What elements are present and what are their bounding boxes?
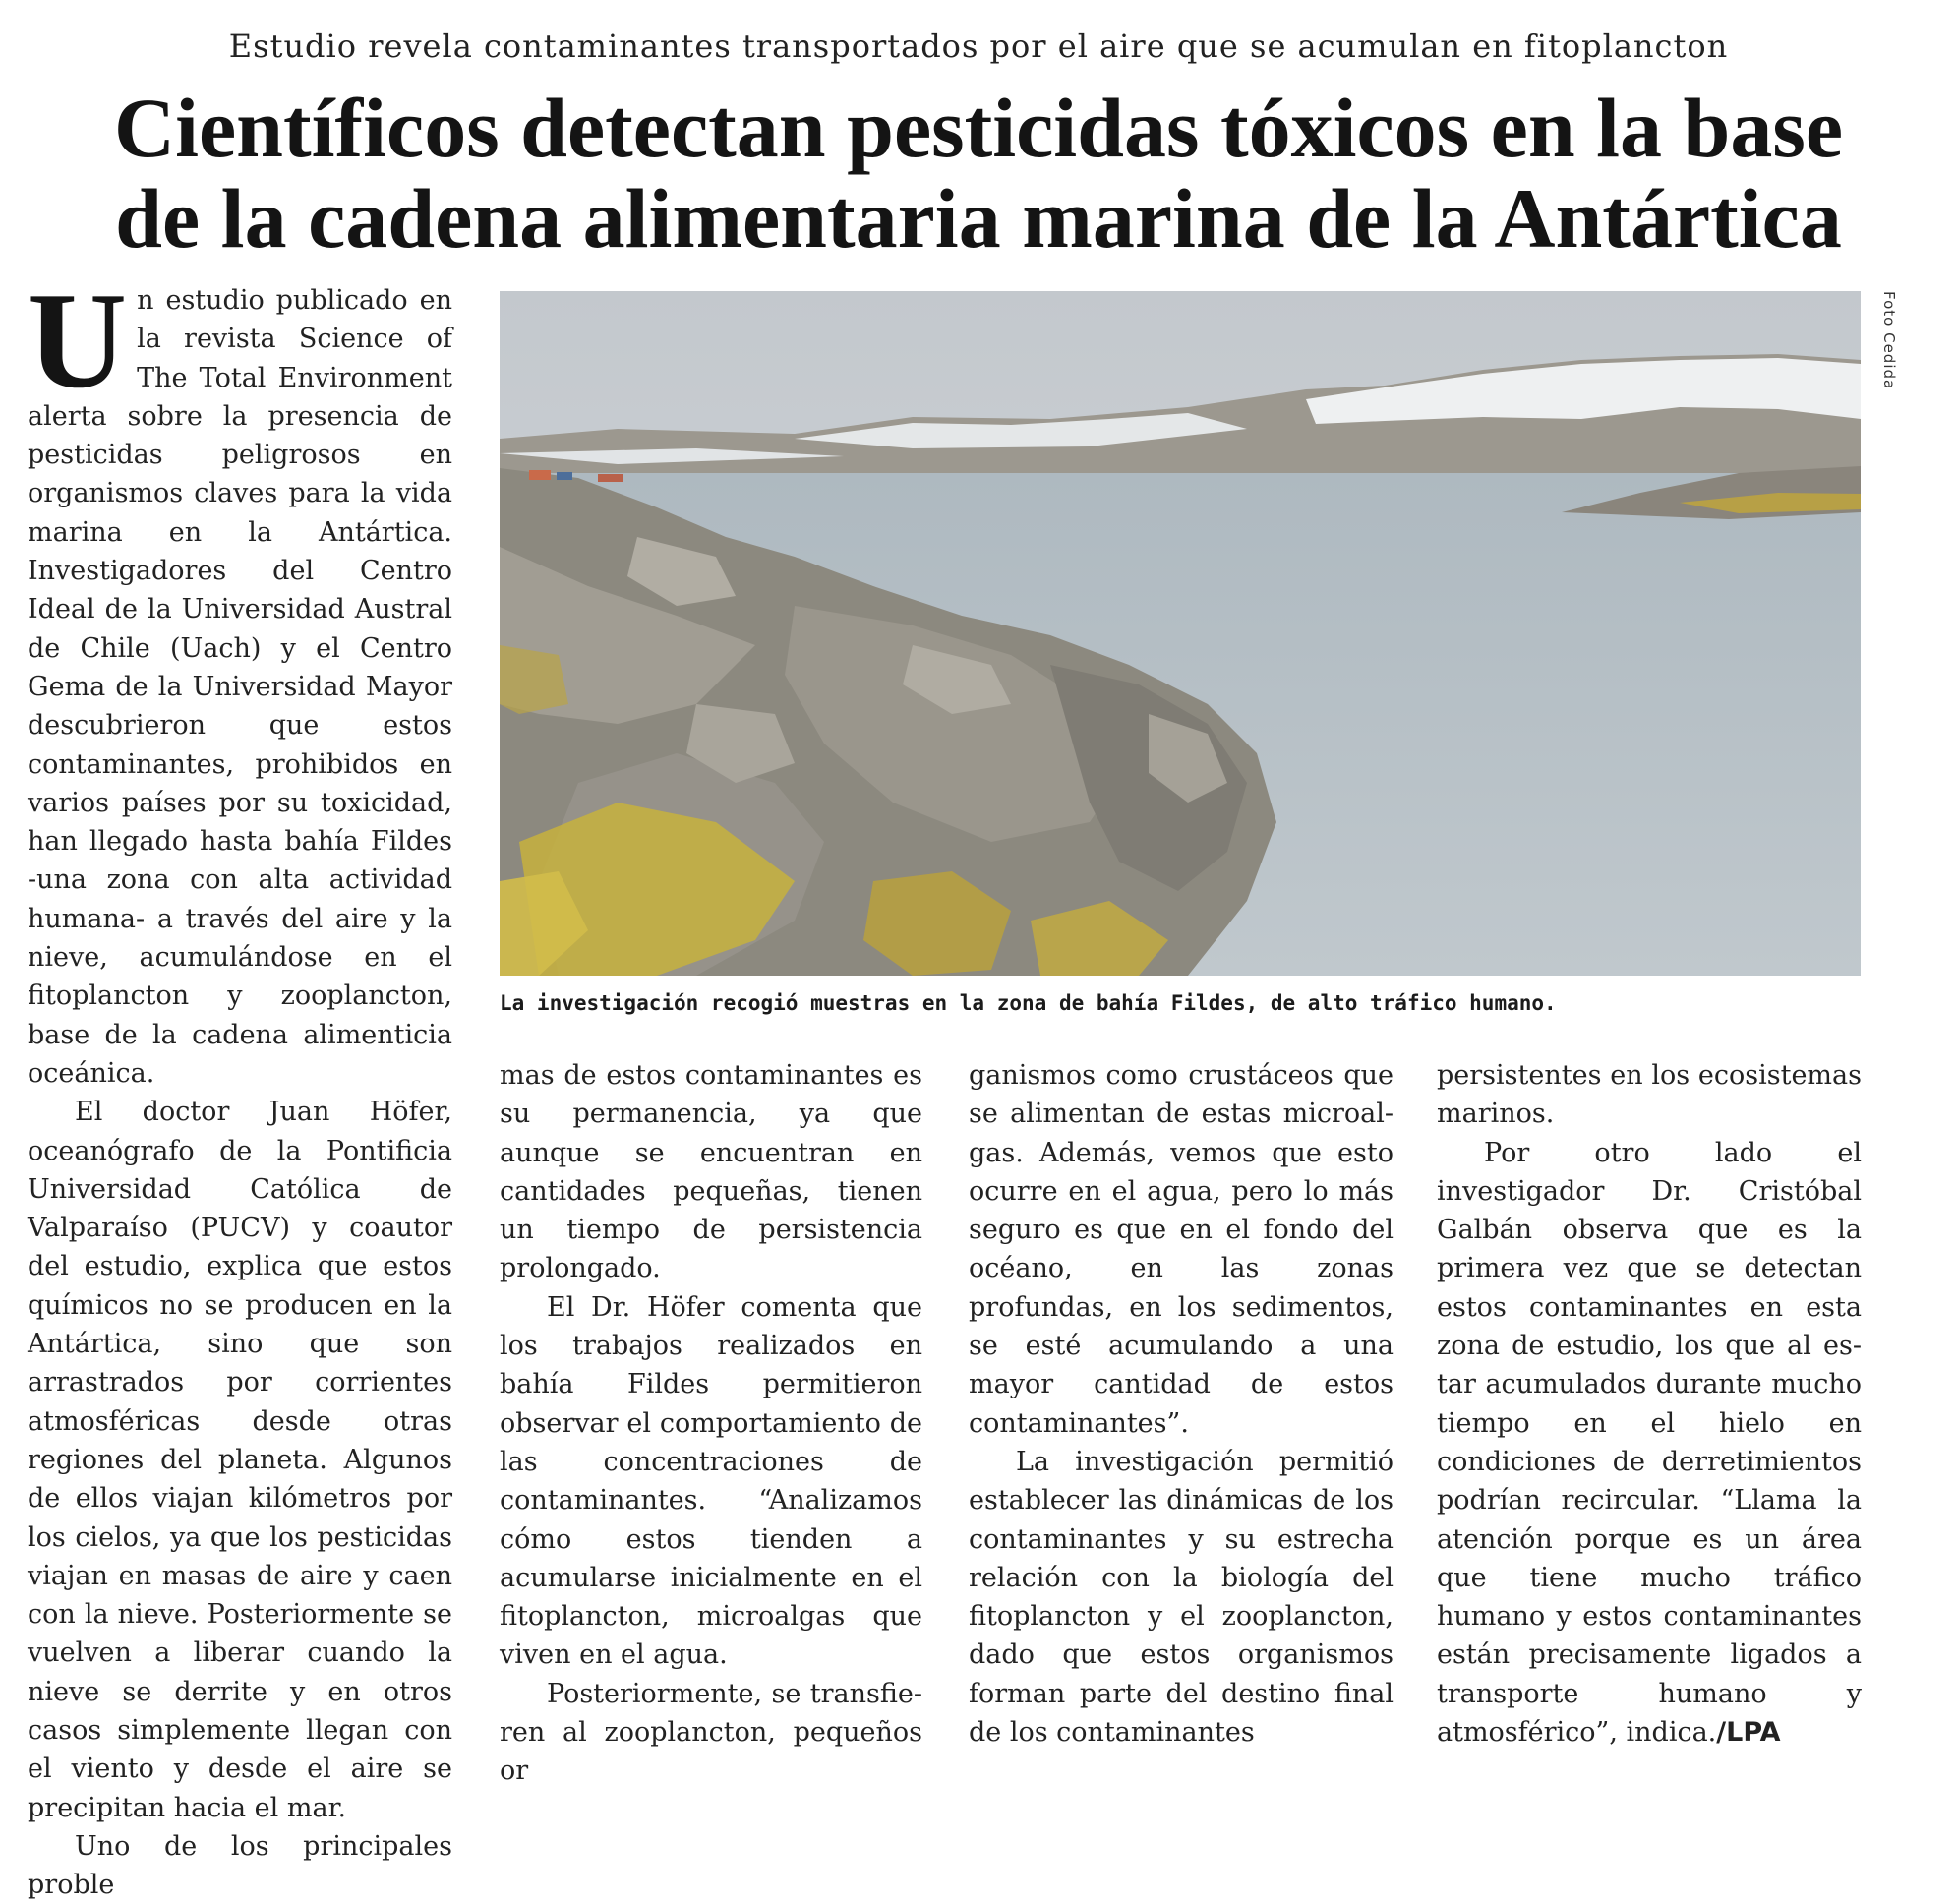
article-kicker: Estudio revela contaminantes transportados por el aire que se acumulan en fitoplancton xyxy=(228,28,1729,65)
paragraph-1 xyxy=(28,265,452,1093)
headline-line-2: de la cadena alimentaria marina de la Antártica xyxy=(115,171,1842,266)
paragraph-2: El doctor Juan Höfer, oceanógrafo de la Pontificia Universidad Católica de Valparaíso (PUCV) y coautor del estudio, explica que estos químicos no se producen en la Antártica, sino que son arrastrados por corrientes atmosféricas desde otras regiones del planeta. Algunos de ellos viajan kilómetros por los cielos, ya que los pesticidas viajan en masas de aire y caen con la nieve. Posteriormente se vuelven a liberar cuando la nieve se derrite y en otros casos simplemente llegan con el viento y desde el aire se precipitan hacia el mar. xyxy=(28,1097,452,1823)
article-headline xyxy=(39,83,1918,264)
col4-paragraph-2 xyxy=(1437,1134,1862,1753)
photo-caption: La investigación recogió muestras en la zona de bahía Fildes, de alto tráfico humano. xyxy=(500,991,1557,1015)
col2-paragraph-3: Posteriormente, se transfieren al zooplancton, pequeños or xyxy=(500,1678,922,1787)
paragraph-3: Uno de los principales proble xyxy=(28,1830,452,1901)
col3-paragraph-2: La investigación permitió establecer las dinámicas de los contaminantes y su estrecha relación con la biología del fitoplancton y el zooplancton, dado que estos organismos forman parte del destino final de los contaminantes xyxy=(969,1446,1394,1749)
paragraph-1-text: n estudio publicado en la revista Science of The Total Environment alerta sobre la presencia de pesticidas peligrosos en organismos claves para la vida marina en la Antártica. Investigadores del Centro Ideal de la Universidad Austral de Chile (Uach) y el Centro Gema de la Universidad Mayor descubrieron que estos contaminantes, prohibidos en varios países por su toxicidad, han llegado hasta bahía Fildes -una zona con alta actividad humana- a través del aire y la nieve, acumulándose en el fitoplancton y zooplancton, base de la cadena alimenticia oceánica. xyxy=(28,285,452,1089)
article-photo xyxy=(500,291,1861,976)
col4-paragraph-2-text: Por otro lado el investigador Dr. Cristóbal Galbán observa que es la primera vez que se detectan estos contaminantes en esta zona de estudio, los que al estar acumulados durante mucho tiempo en el hielo en condiciones de derretimientos podrían recircular. “Llama la atención porque es un área que tiene mucho tráfico humano y estos contaminantes están precisamente ligados a transporte humano y atmosférico”, indica. xyxy=(1437,1137,1862,1749)
author-signature: /LPA xyxy=(1716,1717,1781,1749)
col2-paragraph-1: mas de estos contaminantes es su permanencia, ya que aunque se encuentran en cantidades pequeñas, tienen un tiempo de persistencia prolongado. xyxy=(500,1060,922,1284)
col4-paragraph-1: persistentes en los ecosistemas marinos. xyxy=(1437,1060,1862,1130)
drop-cap: U xyxy=(28,265,128,417)
article-column-1 xyxy=(28,265,452,1904)
article-column-3 xyxy=(969,1056,1394,1752)
article-column-4 xyxy=(1437,1056,1862,1752)
headline-line-1: Científicos detectan pesticidas tóxicos en la base xyxy=(113,81,1844,175)
photo-credit: Foto Cedida xyxy=(1880,291,1898,390)
col2-paragraph-2: El Dr. Höfer comenta que los trabajos realizados en bahía Fildes permitieron observar el comportamiento de las concentraciones de contaminantes. “Analizamos cómo estos tienden a acumularse inicialmente en el fitoplancton, microalgas que viven en el agua. xyxy=(500,1291,922,1671)
antarctic-landscape-image xyxy=(500,291,1861,976)
article-column-2 xyxy=(500,1056,922,1791)
col3-paragraph-1: ganismos como crustáceos que se alimentan de estas microalgas. Además, vemos que esto ocurre en el agua, pero lo más seguro es que en el fondo del océano, en las zonas profundas, en los sedimentos, se esté acumulando a una mayor cantidad de estos contaminantes”. xyxy=(969,1060,1394,1439)
